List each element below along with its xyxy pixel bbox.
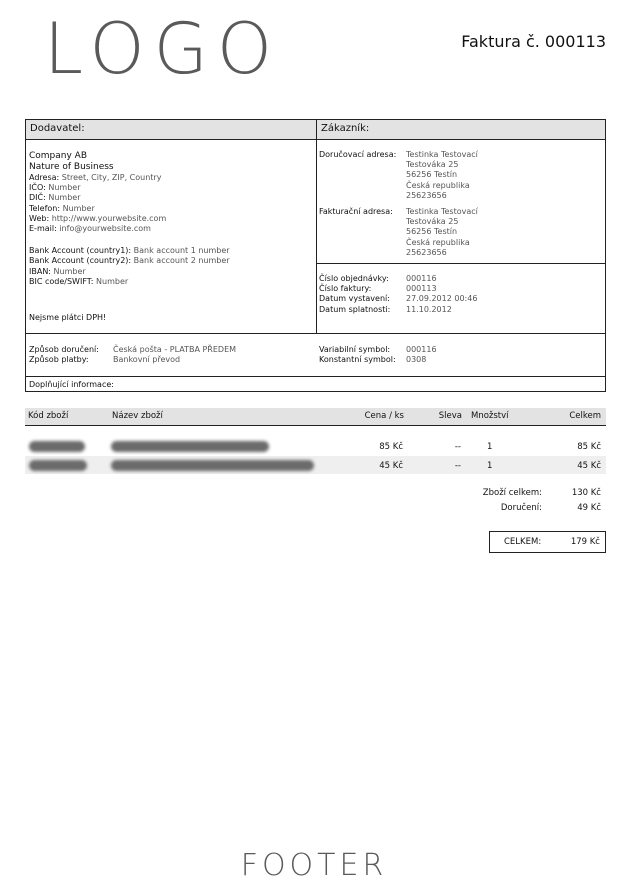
bank2-label: Bank Account (country2): — [29, 256, 132, 266]
redacted-name — [111, 460, 314, 471]
billing-line: Česká republika — [406, 237, 470, 247]
delivery-cost-label: Doručení: — [500, 503, 542, 513]
order-no-label: Číslo objednávky: — [319, 274, 389, 283]
issued-date: 27.09.2012 00:46 — [406, 294, 478, 304]
delivery-line: 25623656 — [406, 190, 447, 200]
supplier-header: Dodavatel: — [26, 120, 316, 140]
item-qty: 1 — [487, 461, 493, 471]
vat-note: Nejsme plátci DPH! — [29, 313, 107, 322]
billing-line: 56256 Testín — [406, 227, 458, 237]
table-row — [25, 456, 606, 474]
extra-info-label: Doplňující informace: — [29, 380, 114, 389]
ico-label: IČO: — [29, 183, 46, 193]
col-price: Cena / ks — [364, 411, 404, 421]
delivery-method-label: Způsob doručení: — [29, 345, 99, 354]
redacted-name — [111, 441, 269, 452]
phone-value: Number — [62, 203, 95, 213]
delivery-method: Česká pošta - PLATBA PŘEDEM — [113, 345, 237, 354]
payment-labels — [29, 345, 99, 365]
billing-line: Testováka 25 — [406, 217, 459, 227]
item-discount: -- — [454, 461, 461, 471]
due-date: 11.10.2012 — [406, 304, 452, 314]
supplier-business: Nature of Business — [29, 162, 114, 172]
email-label: E-mail: — [29, 224, 57, 234]
invoice-no: 000113 — [406, 284, 437, 294]
bank1-value: Bank account 1 number — [133, 246, 230, 256]
customer-header: Zákazník: — [317, 120, 605, 140]
redacted-code — [29, 460, 87, 471]
constant-symbol: 0308 — [406, 355, 427, 365]
payment-method: Bankovní převod — [113, 355, 181, 365]
delivery-cost: 49 Kč — [577, 503, 601, 513]
order-info-labels — [319, 274, 390, 315]
iban-value: Number — [53, 266, 86, 276]
invoice-no-label: Číslo faktury: — [319, 284, 372, 294]
item-price: 85 Kč — [379, 442, 403, 452]
grand-total: 179 Kč — [570, 537, 600, 547]
delivery-line: Testováka 25 — [406, 160, 459, 170]
bic-label: BIC code/SWIFT: — [29, 276, 94, 286]
ico-value: Number — [48, 183, 81, 193]
logo: LOGO — [44, 8, 281, 90]
web-label: Web: — [29, 213, 50, 223]
billing-line: 25623656 — [406, 247, 447, 257]
variable-symbol: 000116 — [406, 345, 437, 354]
items-header — [25, 408, 606, 426]
redacted-code — [29, 441, 85, 452]
item-discount: -- — [454, 442, 461, 452]
bank2-value: Bank account 2 number — [133, 256, 230, 266]
col-total: Celkem — [569, 411, 601, 421]
delivery-address — [406, 150, 478, 201]
goods-total: 130 Kč — [571, 488, 601, 498]
supplier-company: Company AB — [29, 151, 88, 161]
item-qty: 1 — [487, 442, 493, 452]
constant-symbol-label: Konstantní symbol: — [319, 355, 396, 365]
item-price: 45 Kč — [379, 461, 403, 471]
due-label: Datum splatnosti: — [319, 304, 391, 314]
info-box — [25, 119, 606, 392]
order-info-values — [406, 274, 477, 315]
billing-address — [406, 207, 478, 258]
footer: FOOTER — [240, 848, 388, 883]
delivery-line: Česká republika — [406, 180, 470, 190]
address-label: Adresa: — [29, 173, 60, 182]
email-link[interactable]: info@yourwebsite.com — [59, 224, 151, 234]
dic-label: DIČ: — [29, 193, 46, 203]
order-no: 000116 — [406, 274, 437, 283]
col-discount: Sleva — [438, 411, 462, 421]
goods-total-label: Zboží celkem: — [482, 488, 542, 498]
delivery-line: Testinka Testovací — [406, 150, 478, 159]
billing-line: Testinka Testovací — [406, 207, 478, 216]
grand-total-box — [489, 531, 606, 553]
symbol-labels — [319, 345, 396, 365]
bic-value: Number — [96, 276, 129, 286]
issued-label: Datum vystavení: — [319, 294, 390, 304]
variable-symbol-label: Variabilní symbol: — [319, 345, 391, 354]
table-row — [25, 437, 606, 455]
payment-values — [113, 345, 236, 365]
web-link[interactable]: http://www.yourwebsite.com — [51, 213, 167, 223]
item-total: 45 Kč — [577, 461, 601, 471]
payment-method-label: Způsob platby: — [29, 355, 89, 365]
delivery-address-label: Doručovací adresa: — [319, 150, 397, 159]
address-value: Street, City, ZIP, Country — [61, 173, 162, 182]
phone-label: Telefon: — [29, 203, 61, 213]
symbol-values — [406, 345, 437, 365]
iban-label: IBAN: — [29, 266, 51, 276]
delivery-line: 56256 Testín — [406, 170, 458, 180]
col-name: Název zboží — [112, 411, 163, 421]
billing-address-label: Fakturační adresa: — [319, 207, 393, 216]
col-qty: Množství — [471, 411, 509, 421]
invoice-title: Faktura č. 000113 — [461, 32, 606, 51]
col-code: Kód zboží — [28, 411, 69, 421]
item-total: 85 Kč — [577, 442, 601, 452]
dic-value: Number — [48, 193, 81, 203]
grand-total-label: CELKEM: — [504, 537, 542, 547]
bank1-label: Bank Account (country1): — [29, 246, 132, 256]
supplier-details — [29, 151, 309, 287]
